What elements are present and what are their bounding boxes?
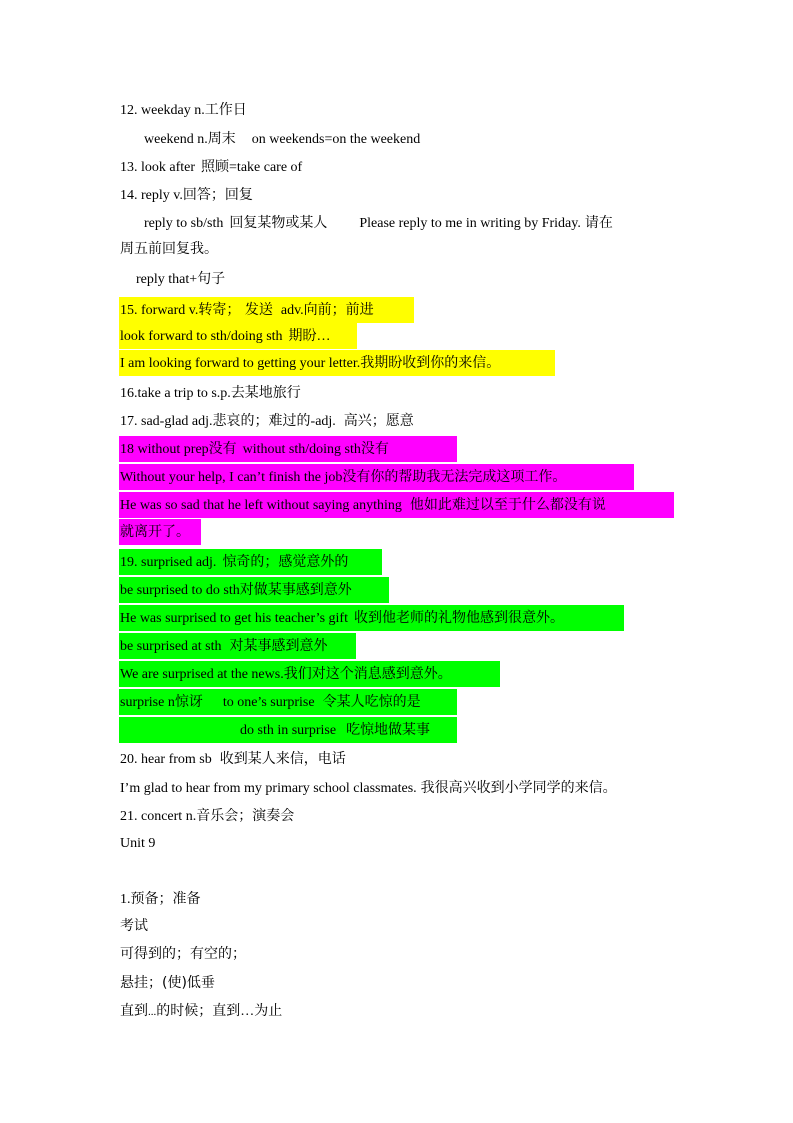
vocab-line-19e <box>120 661 452 687</box>
example-sentence: I’m glad to hear from my primary school classmates. <box>120 781 417 796</box>
vocab-meaning: 音乐会；演奏会 <box>196 808 295 824</box>
example-sentence: Without your help, I can’t finish the job <box>120 470 343 485</box>
vocab-term: 19. surprised adj. <box>120 555 217 570</box>
unit-line-1 <box>120 886 201 912</box>
unit-line-3 <box>120 941 246 967</box>
vocab-meaning: 惊讶 <box>174 694 203 710</box>
vocab-line-19b <box>120 577 352 603</box>
vocab-meaning: 周末 <box>207 131 236 147</box>
vocab-line-17 <box>120 408 414 434</box>
vocab-term: 15. forward v. <box>120 303 199 318</box>
unit-heading <box>120 831 155 857</box>
ellipsis: … <box>240 1004 255 1019</box>
vocab-line-19c <box>120 605 564 631</box>
vocab-line-12 <box>120 97 247 123</box>
example-translation: 我们对这个消息感到意外。 <box>283 666 452 682</box>
unit-line-2 <box>120 913 148 939</box>
vocab-meaning: 惊奇的；感觉意外的 <box>222 554 349 570</box>
vocab-term: 21. concert n. <box>120 809 197 824</box>
example-sentence: He was surprised to get his teacher’s gift <box>120 611 348 626</box>
vocab-phrase: without sth/doing sth <box>242 442 361 457</box>
vocab-phrase: do sth in surprise <box>240 723 337 738</box>
vocab-term: 13. look after <box>120 160 196 175</box>
vocab-meaning: 预备；准备 <box>130 891 201 907</box>
vocab-meaning: 高兴；愿意 <box>343 413 414 429</box>
example-sentence: We are surprised at the news. <box>120 667 284 682</box>
vocab-line-15c <box>120 350 500 376</box>
vocab-meaning: 考试 <box>120 918 148 934</box>
vocab-term: surprise n <box>120 695 175 710</box>
vocab-line-18c <box>120 492 606 518</box>
example-sentence: Please reply to me in writing by Friday. <box>359 216 581 231</box>
vocab-phrase: =take care of <box>229 160 303 175</box>
vocab-meaning: 为止 <box>254 1003 283 1019</box>
vocab-meaning: 直到 <box>120 1003 148 1019</box>
vocab-line-13 <box>120 154 302 180</box>
vocab-term: 12. weekday n. <box>120 103 205 118</box>
unit-line-5 <box>120 998 282 1024</box>
vocab-meaning: 工作日 <box>204 102 247 118</box>
vocab-line-14 <box>120 182 253 208</box>
vocab-phrase: 20. hear from sb <box>120 752 212 767</box>
example-translation: 我很高兴收到小学同学的来信。 <box>420 780 617 796</box>
vocab-line-18b <box>120 464 566 490</box>
vocab-term: adv. <box>280 303 304 318</box>
vocab-meaning: 可得到的；有空的； <box>120 946 246 962</box>
vocab-meaning: 回复某物或某人 <box>229 215 328 231</box>
example-translation: 没有你的帮助我无法完成这项工作。 <box>342 469 567 485</box>
vocab-meaning: 吃惊地做某事 <box>346 722 431 738</box>
vocab-line-15 <box>120 297 374 323</box>
vocab-line-19 <box>120 549 348 575</box>
vocab-term: weekend n. <box>144 132 208 147</box>
example-translation: 周五前回复我。 <box>120 241 218 257</box>
vocab-line-15b <box>120 323 331 349</box>
vocab-meaning: 对做某事感到意外 <box>239 582 352 598</box>
vocab-line-19d <box>120 633 327 659</box>
example-translation: 收到他老师的礼物他感到很意外。 <box>353 610 564 626</box>
vocab-line-16 <box>120 380 301 406</box>
example-sentence: He was so sad that he left without saying anything <box>120 498 402 513</box>
ellipsis: … <box>316 329 331 344</box>
vocab-phrase: look forward to sth/doing sth <box>120 329 283 344</box>
ellipsis: ... <box>148 1006 157 1018</box>
unit-line-4 <box>120 970 215 996</box>
vocab-line-12b <box>144 126 420 152</box>
vocab-term: -adj. <box>310 414 336 429</box>
vocab-meaning: 的时候；直到 <box>156 1003 241 1019</box>
vocab-phrase: on weekends=on the weekend <box>251 132 421 147</box>
vocab-meaning: 向前；前进 <box>303 302 374 318</box>
vocab-term: 14. reply v. <box>120 188 183 203</box>
vocab-meaning: 收到某人来信，电话 <box>219 751 346 767</box>
vocab-line-19g <box>240 717 430 743</box>
example-sentence: I am looking forward to getting your letter. <box>120 356 361 371</box>
vocab-meaning: 悬挂；(使)低垂 <box>120 975 215 991</box>
vocab-meaning: 令某人吃惊的是 <box>322 694 421 710</box>
vocab-meaning: 句子 <box>197 271 226 287</box>
vocab-phrase: be surprised at sth <box>120 639 222 654</box>
vocab-line-19f <box>120 689 421 715</box>
example-translation: 请在 <box>584 215 613 231</box>
vocab-line-18d <box>120 519 190 545</box>
vocab-line-14d <box>136 266 225 292</box>
vocab-phrase: to one’s surprise <box>222 695 315 710</box>
example-translation: 我期盼收到你的来信。 <box>360 355 501 371</box>
list-number: 1. <box>120 892 131 907</box>
example-translation: 他如此难过以至于什么都没有说 <box>409 497 606 513</box>
vocab-meaning: 没有 <box>208 441 237 457</box>
vocab-line-14c <box>120 236 218 262</box>
vocab-term: 18 without prep <box>120 442 209 457</box>
vocab-phrase: reply that+ <box>136 272 198 287</box>
vocab-line-20 <box>120 746 346 772</box>
vocab-meaning: 期盼 <box>288 328 317 344</box>
vocab-line-20b <box>120 775 617 801</box>
vocab-meaning: 对某事感到意外 <box>229 638 328 654</box>
vocab-phrase: 16.take a trip to s.p. <box>120 386 231 401</box>
vocab-meaning: 转寄； 发送 <box>198 302 273 318</box>
example-translation: 就离开了。 <box>120 524 190 540</box>
vocab-phrase: reply to sb/sth <box>144 216 224 231</box>
vocab-line-14b <box>144 210 613 236</box>
unit-title: Unit 9 <box>120 836 156 851</box>
vocab-meaning: 回答；回复 <box>182 187 253 203</box>
vocab-phrase: be surprised to do sth <box>120 583 240 598</box>
vocab-line-21 <box>120 803 294 829</box>
vocab-meaning: 照顾 <box>201 159 230 175</box>
vocab-term: 17. sad-glad adj. <box>120 414 213 429</box>
vocab-meaning: 去某地旅行 <box>230 385 301 401</box>
vocab-meaning: 悲哀的；难过的 <box>212 413 311 429</box>
vocab-line-18 <box>120 436 389 462</box>
vocab-meaning: 没有 <box>360 441 389 457</box>
